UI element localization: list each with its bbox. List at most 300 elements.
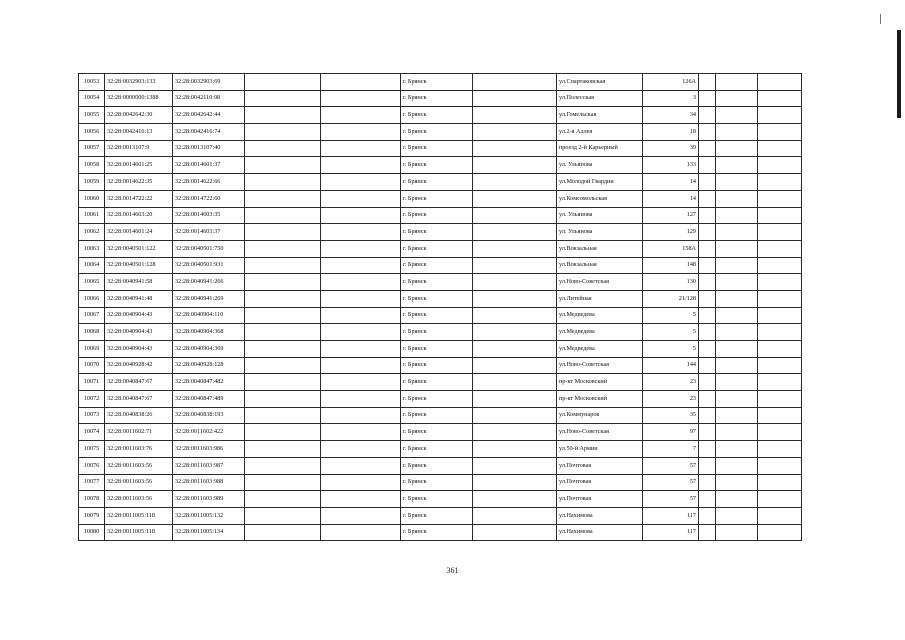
- cell-street: пр-кт Московский: [557, 391, 643, 408]
- cell-empty: [321, 391, 401, 408]
- table-row: [79, 174, 802, 191]
- cell-empty: [245, 357, 321, 374]
- cell-street: ул.Медведева: [557, 324, 643, 341]
- cell-cadastral-parcel: 32:28:0040941:48: [105, 290, 173, 307]
- table-row: [79, 424, 802, 441]
- cell-number: 10054: [79, 90, 105, 107]
- cell-city: г. Брянск: [401, 507, 473, 524]
- cell-street: ул.Почтовая: [557, 457, 643, 474]
- cell-number: 10079: [79, 507, 105, 524]
- cell-empty: [699, 90, 716, 107]
- cell-empty: [716, 357, 758, 374]
- cell-empty: [321, 507, 401, 524]
- cell-empty: [716, 290, 758, 307]
- cell-cadastral-object: 32:28:0014601:37: [173, 157, 245, 174]
- cell-street: ул.Медведева: [557, 307, 643, 324]
- cell-empty: [245, 457, 321, 474]
- cell-cadastral-object: 32:28:0014603:37: [173, 224, 245, 241]
- cell-street: ул.Вокзальная: [557, 240, 643, 257]
- cell-empty: [245, 107, 321, 124]
- cell-empty: [699, 474, 716, 491]
- cell-cadastral-parcel: 32:28:0040928:42: [105, 357, 173, 374]
- cell-empty: [699, 124, 716, 141]
- cell-empty: [699, 107, 716, 124]
- cell-empty: [716, 391, 758, 408]
- table-row: [79, 190, 802, 207]
- table-row: [79, 224, 802, 241]
- cell-cadastral-parcel: 32:28:0011005:118: [105, 507, 173, 524]
- cell-street: ул.50-й Армии: [557, 441, 643, 458]
- cell-empty: [758, 457, 802, 474]
- cell-empty: [321, 174, 401, 191]
- cell-number: 10068: [79, 324, 105, 341]
- cell-number: 10072: [79, 391, 105, 408]
- cell-street: ул.Почтовая: [557, 491, 643, 508]
- table-row: [79, 391, 802, 408]
- cell-empty: [473, 157, 557, 174]
- cell-cadastral-object: 32:28:0040501:750: [173, 240, 245, 257]
- cell-empty: [699, 357, 716, 374]
- cell-cadastral-parcel: 32:28:0042642:30: [105, 107, 173, 124]
- cell-cadastral-parcel: 32:28:0032903:133: [105, 74, 173, 91]
- cell-house: 14: [643, 190, 699, 207]
- cell-empty: [758, 357, 802, 374]
- cell-house: 133: [643, 157, 699, 174]
- cell-cadastral-parcel: 32:28:0014722:22: [105, 190, 173, 207]
- cell-empty: [473, 491, 557, 508]
- cell-house: 57: [643, 457, 699, 474]
- cell-cadastral-object: 32:28:0040838:193: [173, 407, 245, 424]
- cell-street: ул.Почтовая: [557, 474, 643, 491]
- cell-empty: [321, 307, 401, 324]
- cell-empty: [716, 274, 758, 291]
- cell-empty: [716, 74, 758, 91]
- cell-cadastral-object: 32:28:0011005:134: [173, 524, 245, 541]
- cell-city: г. Брянск: [401, 374, 473, 391]
- cell-city: г. Брянск: [401, 107, 473, 124]
- cell-house: 127: [643, 207, 699, 224]
- cell-empty: [473, 90, 557, 107]
- cell-number: 10062: [79, 224, 105, 241]
- cell-number: 10070: [79, 357, 105, 374]
- cell-empty: [473, 391, 557, 408]
- cell-street: пр-кт Московский: [557, 374, 643, 391]
- cell-empty: [321, 140, 401, 157]
- cell-street: ул.Спартаковская: [557, 74, 643, 91]
- cell-empty: [716, 374, 758, 391]
- cell-empty: [716, 441, 758, 458]
- cell-street: ул.Комсомольская: [557, 190, 643, 207]
- cell-number: 10064: [79, 257, 105, 274]
- cell-empty: [758, 224, 802, 241]
- cell-empty: [699, 257, 716, 274]
- table-row: [79, 407, 802, 424]
- cell-cadastral-object: 32:28:0040941:266: [173, 274, 245, 291]
- cell-city: г. Брянск: [401, 491, 473, 508]
- cell-empty: [758, 190, 802, 207]
- table-row: [79, 140, 802, 157]
- cell-empty: [716, 407, 758, 424]
- table-row: [79, 157, 802, 174]
- cell-empty: [758, 424, 802, 441]
- cell-street: ул.Вокзальная: [557, 257, 643, 274]
- cell-house: 23: [643, 374, 699, 391]
- cell-empty: [245, 257, 321, 274]
- cell-empty: [245, 491, 321, 508]
- cell-empty: [758, 524, 802, 541]
- cell-city: г. Брянск: [401, 207, 473, 224]
- cell-empty: [245, 74, 321, 91]
- cell-empty: [758, 157, 802, 174]
- cell-empty: [321, 424, 401, 441]
- cell-empty: [473, 140, 557, 157]
- cell-empty: [321, 190, 401, 207]
- cell-street: ул.Ново-Советская: [557, 274, 643, 291]
- cell-empty: [716, 107, 758, 124]
- cell-number: 10076: [79, 457, 105, 474]
- cell-number: 10073: [79, 407, 105, 424]
- cell-empty: [758, 391, 802, 408]
- cell-house: 148: [643, 257, 699, 274]
- cell-empty: [699, 407, 716, 424]
- cell-empty: [716, 524, 758, 541]
- cell-empty: [699, 441, 716, 458]
- cell-city: г. Брянск: [401, 74, 473, 91]
- cell-number: 10071: [79, 374, 105, 391]
- table-body: [79, 74, 802, 541]
- margin-mark: [880, 14, 881, 24]
- cell-empty: [758, 274, 802, 291]
- cell-house: 21/128: [643, 290, 699, 307]
- cell-cadastral-parcel: 32:28:0014601:24: [105, 224, 173, 241]
- cell-empty: [245, 207, 321, 224]
- cell-empty: [473, 274, 557, 291]
- cell-empty: [716, 324, 758, 341]
- cell-empty: [321, 374, 401, 391]
- cell-empty: [245, 341, 321, 358]
- cell-cadastral-parcel: 32:28:0011602:71: [105, 424, 173, 441]
- cell-city: г. Брянск: [401, 190, 473, 207]
- cell-cadastral-object: 32:28:0032903:69: [173, 74, 245, 91]
- cell-empty: [245, 190, 321, 207]
- cell-empty: [473, 374, 557, 391]
- cell-empty: [699, 457, 716, 474]
- cell-number: 10057: [79, 140, 105, 157]
- cell-cadastral-object: 32:28:0011603:989: [173, 491, 245, 508]
- cell-cadastral-parcel: 32:28:0040941:58: [105, 274, 173, 291]
- cell-empty: [473, 307, 557, 324]
- cell-empty: [245, 140, 321, 157]
- cell-empty: [321, 290, 401, 307]
- cell-cadastral-object: 32:28:0040941:269: [173, 290, 245, 307]
- cell-house: 97: [643, 424, 699, 441]
- cell-house: 18: [643, 124, 699, 141]
- cell-cadastral-parcel: 32:28:0040847:67: [105, 374, 173, 391]
- cell-cadastral-object: 32:28:0040847:482: [173, 374, 245, 391]
- cell-empty: [321, 324, 401, 341]
- cell-city: г. Брянск: [401, 140, 473, 157]
- table-row: [79, 341, 802, 358]
- cell-empty: [321, 524, 401, 541]
- cell-empty: [245, 507, 321, 524]
- cell-empty: [758, 307, 802, 324]
- cell-empty: [699, 274, 716, 291]
- cell-empty: [245, 240, 321, 257]
- cell-cadastral-object: 32:28:0014622:66: [173, 174, 245, 191]
- cell-empty: [321, 357, 401, 374]
- cell-street: ул.2-я Аллея: [557, 124, 643, 141]
- cell-empty: [321, 407, 401, 424]
- cell-city: г. Брянск: [401, 391, 473, 408]
- cell-empty: [716, 140, 758, 157]
- cell-cadastral-object: 32:28:0011603:988: [173, 474, 245, 491]
- cell-cadastral-object: 32:28:0040904:369: [173, 341, 245, 358]
- cell-house: 130: [643, 274, 699, 291]
- cell-number: 10058: [79, 157, 105, 174]
- cell-cadastral-parcel: 32:28:0011603:56: [105, 474, 173, 491]
- cell-empty: [321, 74, 401, 91]
- cell-street: ул.Нахимова: [557, 524, 643, 541]
- cell-empty: [758, 324, 802, 341]
- cell-cadastral-parcel: 32:28:0040847:67: [105, 391, 173, 408]
- cell-number: 10066: [79, 290, 105, 307]
- cell-cadastral-object: 32:28:0011005:132: [173, 507, 245, 524]
- cell-empty: [245, 174, 321, 191]
- cell-number: 10078: [79, 491, 105, 508]
- cell-cadastral-object: 32:28:0040501:931: [173, 257, 245, 274]
- cell-empty: [321, 124, 401, 141]
- table-row: [79, 107, 802, 124]
- cell-city: г. Брянск: [401, 257, 473, 274]
- cell-empty: [699, 524, 716, 541]
- cell-empty: [245, 224, 321, 241]
- cell-city: г. Брянск: [401, 307, 473, 324]
- cell-cadastral-parcel: 32:28:0014622:35: [105, 174, 173, 191]
- cell-number: 10080: [79, 524, 105, 541]
- cell-house: 5: [643, 324, 699, 341]
- cell-empty: [716, 424, 758, 441]
- cell-city: г. Брянск: [401, 274, 473, 291]
- cell-number: 10075: [79, 441, 105, 458]
- table-row: [79, 324, 802, 341]
- cell-empty: [473, 290, 557, 307]
- cell-number: 10065: [79, 274, 105, 291]
- cell-empty: [473, 257, 557, 274]
- cell-empty: [245, 157, 321, 174]
- cell-empty: [473, 207, 557, 224]
- cell-empty: [245, 424, 321, 441]
- cell-number: 10061: [79, 207, 105, 224]
- table-row: [79, 124, 802, 141]
- table-row: [79, 274, 802, 291]
- scan-edge-bar: [897, 30, 901, 118]
- cell-street: ул. Ульянова: [557, 157, 643, 174]
- cell-city: г. Брянск: [401, 290, 473, 307]
- cell-empty: [699, 190, 716, 207]
- cell-cadastral-object: 32:28:0011602:422: [173, 424, 245, 441]
- page-number: 361: [446, 566, 459, 575]
- cell-empty: [245, 474, 321, 491]
- cell-cadastral-object: 32:28:0011603:986: [173, 441, 245, 458]
- cell-empty: [716, 224, 758, 241]
- cell-house: 34: [643, 107, 699, 124]
- cell-street: ул.Коммунаров: [557, 407, 643, 424]
- cell-empty: [699, 290, 716, 307]
- cell-empty: [321, 257, 401, 274]
- cell-house: 57: [643, 491, 699, 508]
- cell-cadastral-object: 32:28:0013107:40: [173, 140, 245, 157]
- cell-empty: [699, 174, 716, 191]
- cell-empty: [321, 224, 401, 241]
- cell-number: 10060: [79, 190, 105, 207]
- cell-empty: [758, 341, 802, 358]
- cell-empty: [758, 74, 802, 91]
- cell-city: г. Брянск: [401, 424, 473, 441]
- cell-empty: [473, 424, 557, 441]
- cell-number: 10059: [79, 174, 105, 191]
- table-row: [79, 507, 802, 524]
- cell-street: ул.Нахимова: [557, 507, 643, 524]
- cell-street: проезд 2-й Карьерный: [557, 140, 643, 157]
- cell-empty: [758, 107, 802, 124]
- cell-empty: [716, 240, 758, 257]
- cell-empty: [473, 441, 557, 458]
- cell-cadastral-parcel: 32:28:0040904:43: [105, 324, 173, 341]
- cell-empty: [473, 124, 557, 141]
- table-row: [79, 290, 802, 307]
- cell-empty: [321, 107, 401, 124]
- cell-number: 10069: [79, 341, 105, 358]
- cell-empty: [473, 324, 557, 341]
- cell-empty: [758, 474, 802, 491]
- cell-empty: [321, 457, 401, 474]
- cell-number: 10056: [79, 124, 105, 141]
- cell-empty: [699, 491, 716, 508]
- cell-empty: [699, 391, 716, 408]
- cell-empty: [473, 524, 557, 541]
- cell-street: ул.Молодой Гвардии: [557, 174, 643, 191]
- cell-empty: [699, 324, 716, 341]
- cell-number: 10053: [79, 74, 105, 91]
- cell-cadastral-parcel: 32:28:0011603:56: [105, 491, 173, 508]
- cell-cadastral-object: 32:28:0014722:60: [173, 190, 245, 207]
- cell-empty: [716, 190, 758, 207]
- cell-empty: [245, 324, 321, 341]
- cell-empty: [245, 374, 321, 391]
- cell-house: 129: [643, 224, 699, 241]
- cell-empty: [473, 74, 557, 91]
- cell-cadastral-parcel: 32:28:0014603:20: [105, 207, 173, 224]
- cell-cadastral-parcel: 32:28:0011005:118: [105, 524, 173, 541]
- cell-city: г. Брянск: [401, 224, 473, 241]
- cell-house: 39: [643, 140, 699, 157]
- cell-house: 7: [643, 441, 699, 458]
- cell-house: 57: [643, 474, 699, 491]
- cell-empty: [245, 274, 321, 291]
- cell-city: г. Брянск: [401, 124, 473, 141]
- cell-empty: [716, 257, 758, 274]
- cell-cadastral-object: 32:28:0011603:987: [173, 457, 245, 474]
- cell-empty: [699, 307, 716, 324]
- cell-street: ул.Ново-Советская: [557, 424, 643, 441]
- cell-empty: [473, 240, 557, 257]
- cell-cadastral-parcel: 32:28:0011603:56: [105, 457, 173, 474]
- cell-street: ул.Литейная: [557, 290, 643, 307]
- cell-house: 35: [643, 407, 699, 424]
- cell-city: г. Брянск: [401, 90, 473, 107]
- cell-empty: [758, 174, 802, 191]
- cell-city: г. Брянск: [401, 341, 473, 358]
- cell-empty: [716, 491, 758, 508]
- cell-city: г. Брянск: [401, 174, 473, 191]
- table-row: [79, 524, 802, 541]
- cell-empty: [716, 124, 758, 141]
- cell-cadastral-parcel: 32:28:0014601:25: [105, 157, 173, 174]
- cell-empty: [321, 274, 401, 291]
- cell-city: г. Брянск: [401, 441, 473, 458]
- cell-empty: [758, 407, 802, 424]
- cell-house: 126А: [643, 74, 699, 91]
- cell-empty: [716, 341, 758, 358]
- cell-empty: [321, 491, 401, 508]
- cell-number: 10077: [79, 474, 105, 491]
- table-row: [79, 207, 802, 224]
- cell-cadastral-object: 32:28:0040904:368: [173, 324, 245, 341]
- cell-empty: [699, 140, 716, 157]
- cell-cadastral-object: 32:28:0040847:489: [173, 391, 245, 408]
- cell-empty: [699, 207, 716, 224]
- cell-cadastral-object: 32:28:0040928:128: [173, 357, 245, 374]
- cell-cadastral-object: 32:28:0040904:110: [173, 307, 245, 324]
- table-row: [79, 90, 802, 107]
- cell-empty: [716, 507, 758, 524]
- cell-empty: [473, 190, 557, 207]
- cell-street: ул. Ульянова: [557, 207, 643, 224]
- cell-street: ул.Полесская: [557, 90, 643, 107]
- cell-empty: [758, 374, 802, 391]
- cell-cadastral-parcel: 32:28:0000000:1388: [105, 90, 173, 107]
- cell-house: 5: [643, 307, 699, 324]
- cell-empty: [473, 341, 557, 358]
- cell-number: 10063: [79, 240, 105, 257]
- cell-empty: [699, 424, 716, 441]
- cell-empty: [716, 157, 758, 174]
- cell-city: г. Брянск: [401, 457, 473, 474]
- cell-empty: [716, 307, 758, 324]
- table-row: [79, 257, 802, 274]
- cell-empty: [699, 240, 716, 257]
- cell-number: 10074: [79, 424, 105, 441]
- cell-street: ул.Медведева: [557, 341, 643, 358]
- cell-empty: [321, 240, 401, 257]
- cell-empty: [245, 90, 321, 107]
- table-row: [79, 74, 802, 91]
- cell-house: 3: [643, 90, 699, 107]
- table-row: [79, 457, 802, 474]
- cell-cadastral-parcel: 32:28:0040501:122: [105, 240, 173, 257]
- cell-empty: [758, 441, 802, 458]
- cell-empty: [245, 124, 321, 141]
- cell-empty: [245, 524, 321, 541]
- table-row: [79, 441, 802, 458]
- cell-city: г. Брянск: [401, 407, 473, 424]
- cell-empty: [321, 157, 401, 174]
- cell-empty: [473, 224, 557, 241]
- cell-empty: [473, 107, 557, 124]
- cell-empty: [716, 90, 758, 107]
- cell-empty: [716, 457, 758, 474]
- cell-empty: [758, 240, 802, 257]
